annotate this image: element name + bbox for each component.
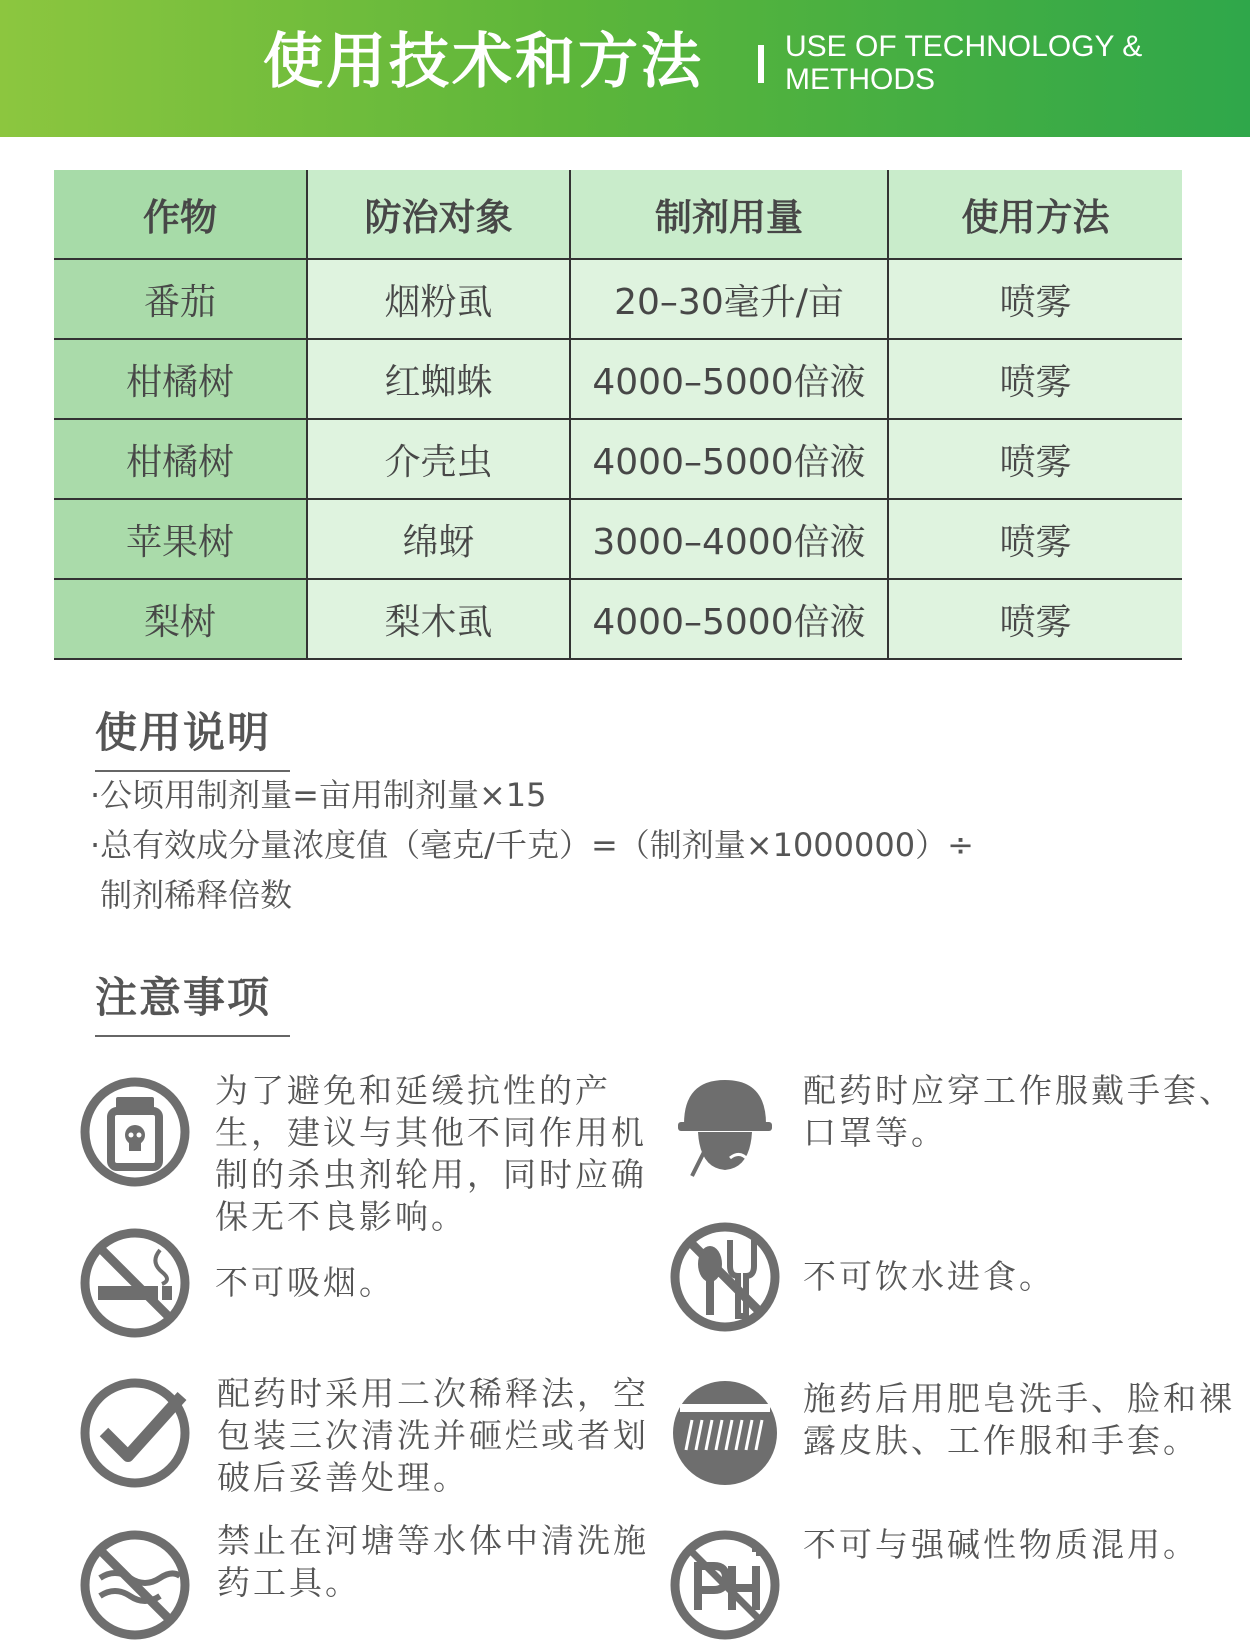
- precaution-text: 不可饮水进食。: [803, 1257, 1055, 1296]
- precautions-heading: 注意事项: [95, 965, 290, 1037]
- cell-target: 红蜘蛛: [307, 339, 570, 419]
- header-banner: [0, 0, 1250, 137]
- precaution-text: 为了避免和延缓抗性的产生，建议与其他不同作用机制的杀虫剂轮用，同时应确保无不良影响。: [215, 1071, 647, 1236]
- header-dosage: 制剂用量: [570, 170, 888, 259]
- page-title: 使用技术和方法: [263, 27, 704, 97]
- no-alkaline-ph-icon: [670, 1530, 780, 1640]
- cell-crop: 苹果树: [54, 499, 307, 579]
- instruction-line: 制剂稀释倍数: [90, 876, 293, 914]
- table-row: [54, 339, 1182, 419]
- cell-method: 喷雾: [888, 339, 1182, 419]
- instructions-heading: 使用说明: [95, 700, 290, 772]
- precaution-text: 禁止在河塘等水体中清洗施药工具。: [217, 1521, 649, 1602]
- cell-target: 绵蚜: [307, 499, 570, 579]
- header-target: 防治对象: [307, 170, 570, 259]
- cell-method: 喷雾: [888, 419, 1182, 499]
- cell-dosage: 4000–5000倍液: [570, 419, 888, 499]
- precaution-text: 不可吸烟。: [215, 1263, 395, 1302]
- table-row: [54, 579, 1182, 659]
- cell-crop: 柑橘树: [54, 339, 307, 419]
- instruction-line: ·总有效成分量浓度值（毫克/千克）=（制剂量×1000000）÷: [90, 826, 974, 864]
- table-row: [54, 499, 1182, 579]
- table-header-row: [54, 170, 1182, 259]
- cell-crop: 梨树: [54, 579, 307, 659]
- precaution-text: 不可与强碱性物质混用。: [803, 1525, 1199, 1564]
- title-divider: [758, 45, 764, 83]
- cell-dosage: 3000–4000倍液: [570, 499, 888, 579]
- cell-crop: 番茄: [54, 259, 307, 339]
- cell-target: 介壳虫: [307, 419, 570, 499]
- checkmark-icon: [80, 1378, 190, 1488]
- page-subtitle: USE OF TECHNOLOGY & METHODS: [785, 30, 1143, 96]
- cell-target: 烟粉虱: [307, 259, 570, 339]
- cell-method: 喷雾: [888, 499, 1182, 579]
- cell-dosage: 4000–5000倍液: [570, 579, 888, 659]
- precaution-text: 施药后用肥皂洗手、脸和裸露皮肤、工作服和手套。: [803, 1379, 1235, 1460]
- header-crop: 作物: [54, 170, 307, 259]
- cell-crop: 柑橘树: [54, 419, 307, 499]
- poison-bottle-icon: [80, 1077, 190, 1187]
- precaution-text: 配药时采用二次稀释法，空包装三次清洗并砸烂或者划破后妥善处理。: [217, 1374, 649, 1497]
- table-row: [54, 419, 1182, 499]
- cell-method: 喷雾: [888, 579, 1182, 659]
- cell-target: 梨木虱: [307, 579, 570, 659]
- cell-dosage: 4000–5000倍液: [570, 339, 888, 419]
- protective-worker-icon: [670, 1072, 780, 1182]
- washing-icon: [670, 1378, 780, 1488]
- header-method: 使用方法: [888, 170, 1182, 259]
- no-smoking-icon: [80, 1228, 190, 1338]
- cell-dosage: 20–30毫升/亩: [570, 259, 888, 339]
- no-washing-in-water-icon: [80, 1530, 190, 1640]
- instruction-line: ·公顷用制剂量=亩用制剂量×15: [90, 776, 547, 814]
- no-eating-drinking-icon: [670, 1222, 780, 1332]
- cell-method: 喷雾: [888, 259, 1182, 339]
- precaution-text: 配药时应穿工作服戴手套、口罩等。: [803, 1071, 1235, 1152]
- table-row: [54, 259, 1182, 339]
- usage-table: [54, 170, 1182, 660]
